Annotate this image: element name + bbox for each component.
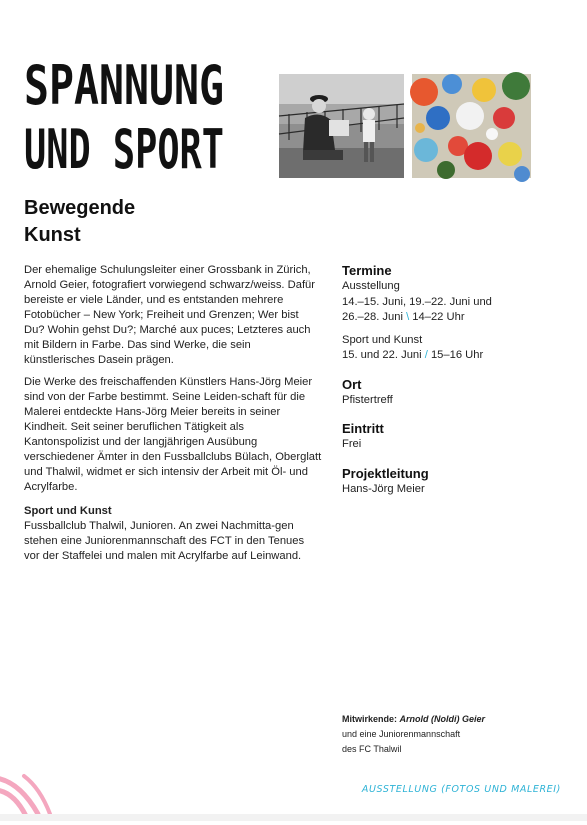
- ausstellung-time: 14–22 Uhr: [412, 311, 465, 323]
- logo-wordmark: [24, 52, 234, 181]
- credits-name: Arnold (Noldi) Geier: [399, 714, 486, 724]
- photo-bw-street: [279, 74, 404, 178]
- ausstellung-dates-time: [342, 310, 562, 326]
- sport-time: 15–16 Uhr: [430, 349, 484, 361]
- paragraph-sport-und-kunst: Fussballclub Thalwil, Junioren. An zwei Nachmitta-gen stehen eine Juniorenmannschaft des FCT in den Tenues vor der Staffelei und malen mit Acrylfarbe auf Leinwand.: [24, 520, 305, 562]
- photo-abstract-painting: [412, 74, 531, 178]
- termine-section: [342, 262, 562, 364]
- ort-value: Pfistertreff: [342, 393, 393, 406]
- event-logo: [24, 52, 234, 181]
- paragraph-hans-joerg-meier: Die Werke des freischaffenden Künstlers Hans-Jörg Meier sind von der Farbe bestimmt. Seine Leiden-schaft für die Malerei entdeckte Hans-Jörg Meier bereits in seiner Kindheit. Seit seiner beruflichen Tätigkeit als Kantonspolizist und der langjährigen Ausübung verschiedener Ämter in den Fussballclubs Bülach, Oberglatt und Thalwil, widmet er sich intensiv der Arbeit mit Öl- und Acrylfarbe.: [24, 376, 322, 493]
- sport-label: Sport und Kunst: [342, 333, 423, 346]
- ort-heading: Ort: [342, 376, 362, 392]
- headline-line-2: Kunst: [24, 224, 81, 246]
- credits-line-2: und eine Juniorenmannschaft: [342, 729, 461, 739]
- ort-section: [342, 376, 562, 409]
- headline-line-1: Bewegende: [24, 197, 136, 219]
- eintritt-section: [342, 420, 562, 453]
- footer-tag: AUSSTELLUNG (FOTOS UND MALEREI): [361, 784, 561, 795]
- logo-line-1: SPANNUNG: [24, 54, 224, 117]
- projektleitung-section: [342, 465, 562, 498]
- credits-line-1: [342, 712, 562, 727]
- termine-heading: Termine: [342, 263, 392, 278]
- body-text: [24, 263, 322, 571]
- ausstellung-dates: 14.–15. Juni, 19.–22. Juni und: [342, 295, 492, 308]
- logo-line-2: UND SPORT: [24, 118, 224, 181]
- headline: [24, 195, 135, 249]
- eintritt-value: Frei: [342, 438, 362, 450]
- eintritt-heading: Eintritt: [342, 421, 384, 436]
- projektleitung-value: Hans-Jörg Meier: [342, 482, 425, 495]
- subhead-sport-und-kunst: Sport und Kunst: [24, 505, 112, 517]
- ausstellung-dates-2: 26.–28. Juni: [342, 311, 403, 323]
- event-info: [342, 262, 562, 509]
- separator-slash: /: [424, 349, 428, 361]
- sport-dates-time: [342, 348, 562, 364]
- ausstellung-label: Ausstellung: [342, 280, 400, 292]
- decorative-stroke-icon: [0, 770, 64, 820]
- page-bottom-edge: [0, 814, 587, 821]
- sport-dates: 15. und 22. Juni: [342, 349, 422, 361]
- credits-label: Mitwirkende:: [342, 714, 398, 724]
- separator-backslash: \: [406, 311, 410, 323]
- credits: [342, 712, 562, 757]
- projektleitung-heading: Projektleitung: [342, 465, 429, 481]
- credits-line-3: des FC Thalwil: [342, 744, 402, 754]
- paragraph-arnold-geier: Der ehemalige Schulungsleiter einer Grossbank in Zürich, Arnold Geier, fotografiert vorwiegend schwarz/weiss. Dafür bereiste er viele Länder, und es entstanden mehrere Fotobücher – New York; Freiheit und Grenzen; Wer bist Du? Wohin gehst Du?; Marché aux puces; Letzteres auch mit Bildern in Farbe. Das sind Werke, die sein künstlerisches Dasein prägen.: [24, 264, 315, 366]
